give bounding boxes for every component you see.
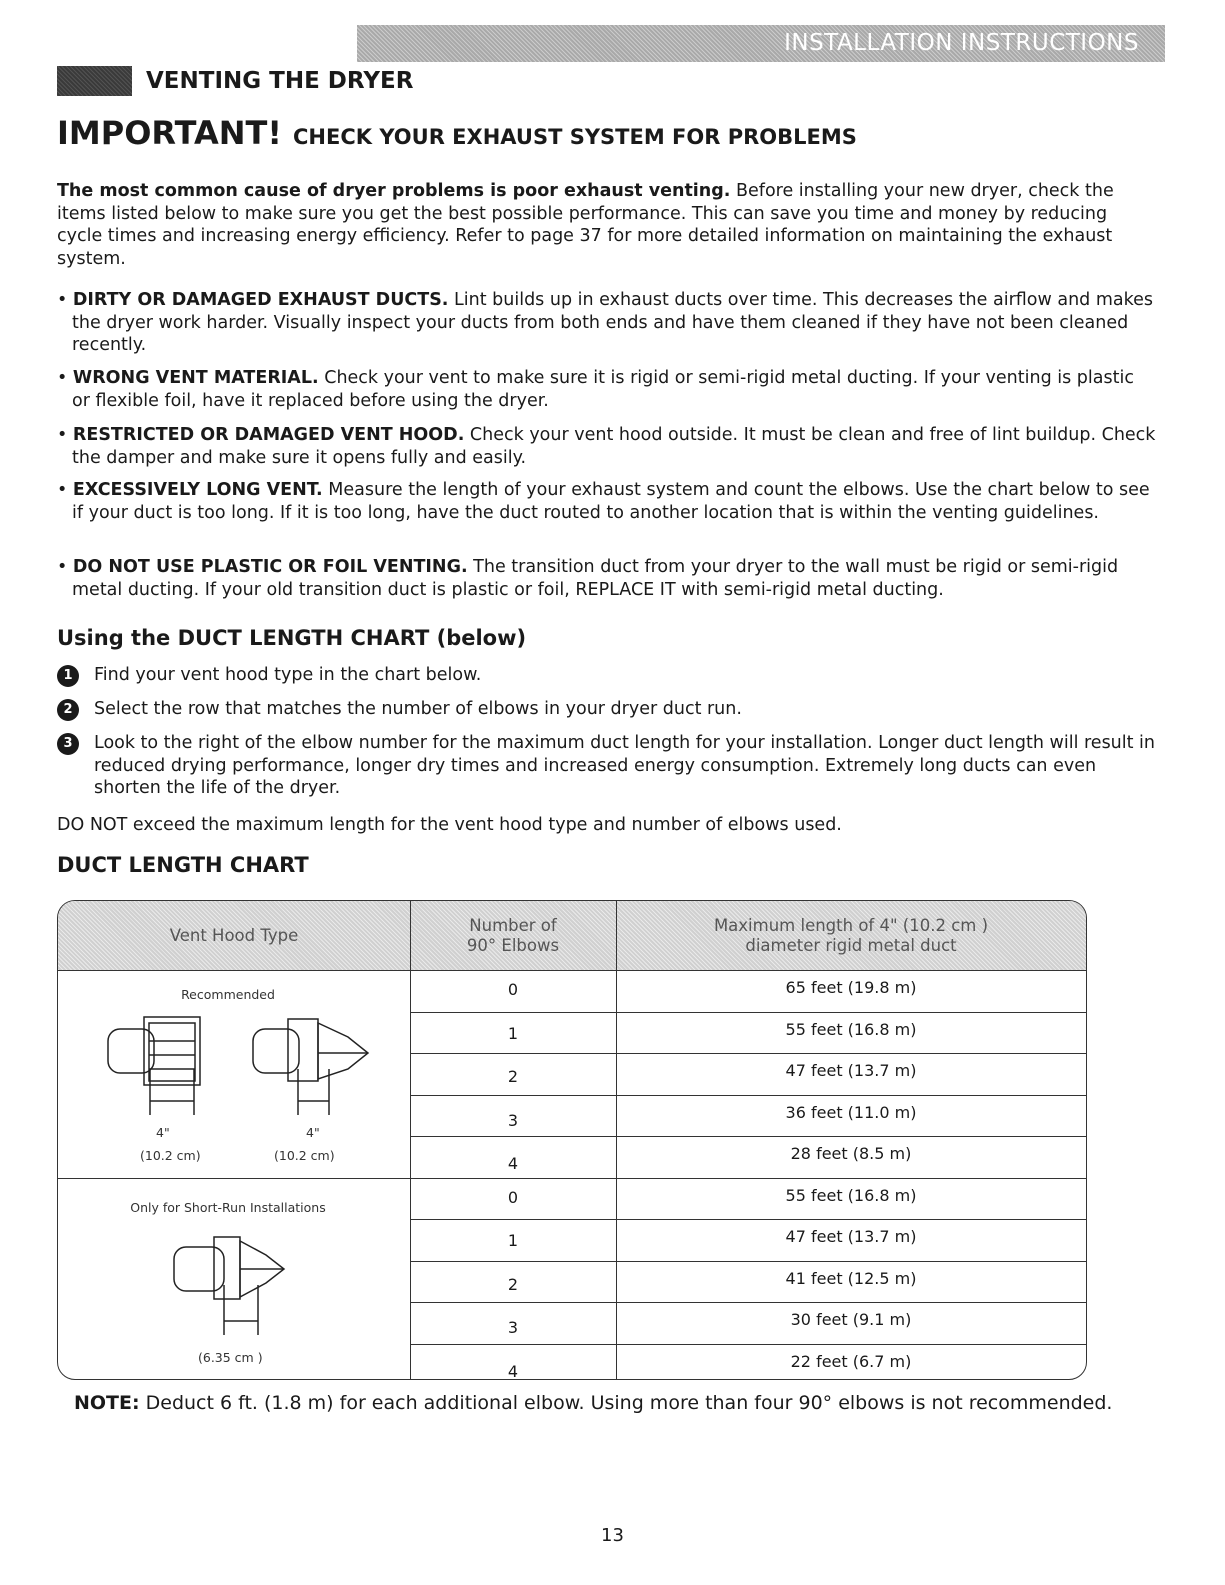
heading-post: (below) (436, 626, 527, 650)
section-header (57, 64, 413, 98)
note (74, 1392, 1112, 1414)
row-divider (410, 1053, 1086, 1054)
max-length-cell: 30 feet (9.1 m) (790, 1310, 912, 1329)
elbows-cell: 3 (507, 1318, 519, 1337)
max-length-cell: 55 feet (16.8 m) (785, 1185, 917, 1205)
step-text: Find your vent hood type in the chart below. (94, 665, 482, 685)
step-3 (57, 732, 1157, 800)
step-number-badge: 3 (57, 733, 79, 755)
row-divider (410, 1095, 1086, 1096)
bullet-bold: RESTRICTED OR DAMAGED VENT HOOD. (72, 425, 465, 445)
short-run-vent-hood-diagram (166, 1225, 306, 1345)
important-word: IMPORTANT! (57, 114, 282, 152)
elbows-cell: 2 (507, 1067, 519, 1086)
column-divider (616, 901, 617, 1379)
section-title: VENTING THE DRYER (146, 68, 414, 94)
max-length-cell: 47 feet (13.7 m) (785, 1061, 917, 1080)
row-divider (410, 1261, 1086, 1262)
bullet-restricted-hood: • RESTRICTED OR DAMAGED VENT HOOD. Check your vent hood outside. It must be clean and free of lint buildup. Check the damper and make sure it opens fully and easily. (57, 425, 1156, 468)
section-marker-block (57, 66, 132, 96)
bullet-text: Check your vent hood outside. It must be clean and free of lint buildup. Check the damper and make sure it opens fully and easily. (72, 425, 1156, 468)
elbows-cell: 4 (507, 1361, 519, 1380)
louvered-vent-hood-diagram (253, 1019, 368, 1115)
elbows-cell: 3 (507, 1110, 519, 1130)
recommended-vent-hood-diagrams (86, 1009, 386, 1119)
header-vent-hood-type: Vent Hood Type (169, 925, 299, 945)
bullet-bold: DIRTY OR DAMAGED EXHAUST DUCTS. (72, 290, 449, 310)
header-max-length: Maximum length of 4" (10.2 cm ) diameter rigid metal duct (713, 915, 989, 955)
step-text: Look to the right of the elbow number for the maximum duct length for your installation. Longer duct length will result in reduced drying performance, longer dry times and increased energy consumption. Extremely long ducts can even shorten the life of the dryer. (94, 733, 1156, 798)
bullet-bold: EXCESSIVELY LONG VENT. (72, 480, 323, 500)
bullet-bold: DO NOT USE PLASTIC OR FOIL VENTING. (72, 557, 468, 577)
intro-paragraph (57, 180, 1157, 270)
group-divider (58, 1178, 1086, 1179)
note-bold: NOTE: (74, 1392, 140, 1414)
bullet-text: Lint builds up in exhaust ducts over time. This decreases the airflow and makes the dryer work harder. Visually inspect your ducts from both ends and have them cleaned if they have not been cleaned recently. (72, 290, 1154, 355)
row-divider (410, 1012, 1086, 1013)
bullet-no-plastic: • DO NOT USE PLASTIC OR FOIL VENTING. The transition duct from your dryer to the wall must be rigid or semi-rigid metal ducting. If your old transition duct is plastic or foil, REPLACE IT with semi-rigid metal ducting. (57, 557, 1119, 600)
intro-text: Before installing your new dryer, check the items listed below to make sure you get the best possible performance. This can save you time and money by reducing cycle times and increasing energy efficiency. Refer to page 37 for more detailed information on maintaining the exhaust system. (57, 181, 1114, 269)
step-number-badge: 1 (57, 665, 79, 687)
bullet-wrong-material: • WRONG VENT MATERIAL. Check your vent to make sure it is rigid or semi-rigid metal ducting. If your venting is plastic or flexible foil, have it replaced before using the dryer. (57, 368, 1134, 411)
row-divider (410, 1302, 1086, 1303)
dim-label: 4" (306, 1125, 320, 1140)
header-elbows: Number of 90° Elbows (466, 915, 560, 955)
important-subtitle: CHECK YOUR EXHAUST SYSTEM FOR PROBLEMS (293, 125, 857, 149)
row-divider (410, 1136, 1086, 1137)
using-chart-heading (57, 626, 526, 650)
elbows-cell: 1 (507, 1231, 519, 1250)
bullet-dirty-ducts: • DIRTY OR DAMAGED EXHAUST DUCTS. Lint builds up in exhaust ducts over time. This decreases the airflow and makes the dryer work harder. Visually inspect your ducts from both ends and have them cleaned if they have not been cleaned recently. (57, 290, 1154, 355)
banner-text: INSTALLATION INSTRUCTIONS (784, 30, 1139, 56)
duct-length-chart (57, 900, 1087, 1380)
max-length-cell: 22 feet (6.7 m) (790, 1351, 912, 1371)
elbows-cell: 0 (507, 980, 519, 999)
step-2 (57, 698, 1157, 721)
intro-bold: The most common cause of dryer problems is poor exhaust venting. (57, 181, 731, 201)
chart-title: DUCT LENGTH CHART (57, 853, 309, 877)
important-heading (57, 114, 857, 152)
bullet-long-vent: • EXCESSIVELY LONG VENT. Measure the length of your exhaust system and count the elbows. Use the chart below to see if your duct is too long. If it is too long, have the duct routed to another location that is within the venting guidelines. (57, 480, 1150, 523)
group-label-short-run: Only for Short-Run Installations (130, 1200, 326, 1215)
max-length-cell: 41 feet (12.5 m) (785, 1268, 917, 1288)
elbows-cell: 2 (507, 1274, 519, 1294)
column-divider (410, 901, 411, 1379)
elbows-cell: 1 (507, 1023, 519, 1043)
step-number-badge: 2 (57, 699, 79, 721)
warning-text: DO NOT exceed the maximum length for the vent hood type and number of elbows used. (57, 815, 842, 835)
max-length-cell: 65 feet (19.8 m) (785, 978, 917, 997)
dim-label: (10.2 cm) (274, 1148, 335, 1163)
step-1 (57, 664, 1157, 687)
bullet-text: Measure the length of your exhaust system and count the elbows. Use the chart below to see if your duct is too long. If it is too long, have the duct routed to another location that is within the venting guidelines. (72, 480, 1150, 523)
max-length-cell: 28 feet (8.5 m) (790, 1144, 912, 1163)
max-length-cell: 47 feet (13.7 m) (785, 1227, 917, 1246)
bullet-text: Check your vent to make sure it is rigid or semi-rigid metal ducting. If your venting is plastic or flexible foil, have it replaced before using the dryer. (72, 368, 1134, 411)
section-banner (357, 25, 1165, 62)
page-number: 13 (601, 1525, 624, 1546)
box-vent-hood-diagram (108, 1017, 200, 1115)
max-length-cell: 55 feet (16.8 m) (785, 1019, 917, 1039)
note-text: Deduct 6 ft. (1.8 m) for each additional elbow. Using more than four 90° elbows is not recommended. (139, 1392, 1113, 1414)
bullet-bold: WRONG VENT MATERIAL. (72, 368, 319, 388)
step-text: Select the row that matches the number of elbows in your dryer duct run. (94, 699, 742, 719)
dim-label: (6.35 cm ) (198, 1350, 263, 1365)
heading-pre: Using the (57, 626, 171, 650)
heading-bold: DUCT LENGTH CHART (177, 626, 430, 650)
elbows-cell: 0 (507, 1187, 519, 1207)
dim-label: 4" (156, 1125, 170, 1140)
elbows-cell: 4 (507, 1154, 519, 1173)
max-length-cell: 36 feet (11.0 m) (785, 1102, 917, 1122)
bullet-text: The transition duct from your dryer to the wall must be rigid or semi-rigid metal ducting. If your old transition duct is plastic or foil, REPLACE IT with semi-rigid metal ducting. (72, 557, 1119, 600)
row-divider (410, 1344, 1086, 1345)
group-label-recommended: Recommended (181, 987, 275, 1002)
dim-label: (10.2 cm) (140, 1148, 201, 1163)
row-divider (410, 1219, 1086, 1220)
